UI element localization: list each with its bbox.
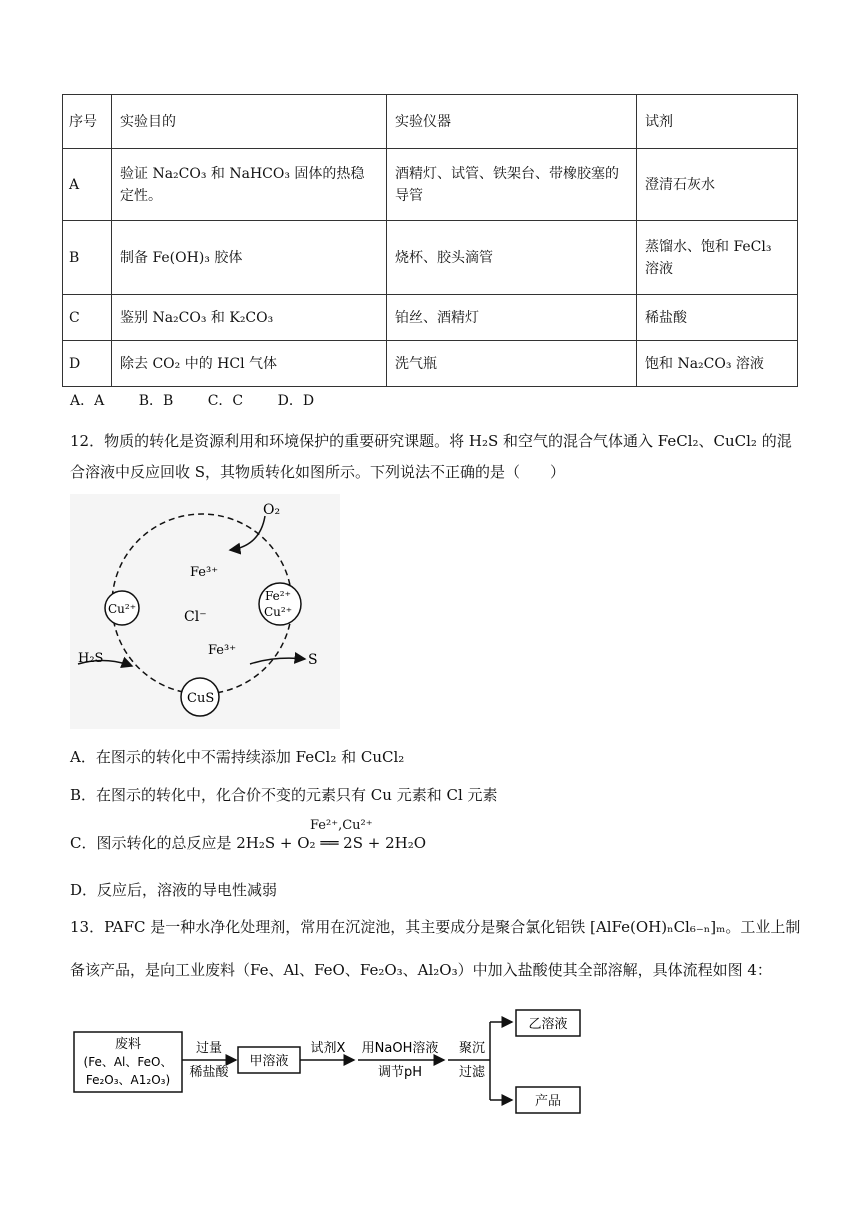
table-row — [63, 341, 798, 387]
cus-label: CuS — [187, 691, 215, 706]
row-purpose: 制备 Fe(OH)₃ 胶体 — [112, 221, 387, 295]
table-header-row — [63, 95, 798, 149]
cu2-right-label: Cu²⁺ — [264, 605, 293, 619]
fe2-label: Fe²⁺ — [265, 589, 291, 603]
experiment-table — [62, 94, 798, 387]
cl-label: Cl⁻ — [184, 609, 207, 625]
step4-bottom: 过滤 — [458, 1065, 486, 1080]
row-reagent: 蒸馏水、饱和 FeCl₃ 溶液 — [637, 221, 798, 295]
row-instruments: 酒精灯、试管、铁架台、带橡胶塞的导管 — [387, 149, 637, 221]
q12-option-c: C．图示转化的总反应是 2H₂S + O₂ ══ 2S + 2H₂O — [70, 834, 427, 852]
row-purpose: 验证 Na₂CO₃ 和 NaHCO₃ 固体的热稳定性。 — [112, 149, 387, 221]
sulfur-recovery-cycle-diagram — [70, 494, 340, 729]
row-purpose: 除去 CO₂ 中的 HCl 气体 — [112, 341, 387, 387]
option-b: B．B — [138, 393, 174, 409]
q12-stem-line2: 合溶液中反应回收 S，其物质转化如图所示。下列说法不正确的是（ ） — [70, 463, 566, 481]
fe3-top-label: Fe³⁺ — [190, 565, 219, 580]
step3-bottom: 调节pH — [377, 1065, 423, 1080]
row-reagent: 稀盐酸 — [637, 295, 798, 341]
fe3-bottom-label: Fe³⁺ — [208, 643, 237, 658]
table-row — [63, 149, 798, 221]
waste-line1: (Fe、Al、FeO、 — [83, 1055, 173, 1069]
waste-line2: Fe₂O₃、A1₂O₃) — [85, 1073, 171, 1087]
cu2-label: Cu²⁺ — [108, 602, 137, 616]
header-instruments: 实验仪器 — [387, 95, 637, 149]
q12-option-a: A．在图示的转化中不需持续添加 FeCl₂ 和 CuCl₂ — [70, 748, 405, 766]
option-d: D．D — [277, 393, 315, 409]
row-instruments: 洗气瓶 — [387, 341, 637, 387]
q12-option-b: B．在图示的转化中，化合价不变的元素只有 Cu 元素和 Cl 元素 — [70, 786, 498, 804]
q11-options — [70, 390, 344, 412]
row-seq: D — [63, 341, 112, 387]
catalyst-label: Fe²⁺,Cu²⁺ — [310, 818, 373, 833]
header-seq: 序号 — [63, 95, 112, 149]
row-instruments: 铂丝、酒精灯 — [387, 295, 637, 341]
table-row — [63, 221, 798, 295]
solution-a-label: 甲溶液 — [249, 1054, 289, 1069]
header-reagent: 试剂 — [637, 95, 798, 149]
row-reagent: 澄清石灰水 — [637, 149, 798, 221]
waste-title: 废料 — [114, 1037, 142, 1052]
option-c: C．C — [207, 393, 244, 409]
option-a: A．A — [70, 393, 105, 409]
q13-stem-line2: 备该产品，是向工业废料（Fe、Al、FeO、Fe₂O₃、Al₂O₃）中加入盐酸使其全部溶解，具体流程如图 4： — [70, 961, 772, 979]
row-purpose: 鉴别 Na₂CO₃ 和 K₂CO₃ — [112, 295, 387, 341]
row-instruments: 烧杯、胶头滴管 — [387, 221, 637, 295]
q12-option-d: D．反应后，溶液的导电性减弱 — [70, 881, 278, 899]
product-label: 产品 — [534, 1094, 562, 1109]
step2-label: 试剂X — [310, 1041, 346, 1056]
step4-top: 聚沉 — [458, 1041, 486, 1056]
row-reagent: 饱和 Na₂CO₃ 溶液 — [637, 341, 798, 387]
row-seq: B — [63, 221, 112, 295]
step1-top: 过量 — [195, 1041, 223, 1056]
step1-bottom: 稀盐酸 — [189, 1065, 229, 1080]
h2s-label: H₂S — [78, 651, 104, 666]
s-label: S — [308, 652, 318, 668]
header-purpose: 实验目的 — [112, 95, 387, 149]
table-row — [63, 295, 798, 341]
solution-b-label: 乙溶液 — [528, 1017, 568, 1032]
pafc-process-flowchart — [70, 1000, 590, 1120]
row-seq: C — [63, 295, 112, 341]
row-seq: A — [63, 149, 112, 221]
q13-stem-line1: 13．PAFC 是一种水净化处理剂，常用在沉淀池，其主要成分是聚合氯化铝铁 [AlFe(OH)ₙCl₆₋ₙ]ₘ。工业上制 — [70, 918, 801, 936]
o2-label: O₂ — [263, 502, 281, 518]
step3-top: 用NaOH溶液 — [361, 1041, 439, 1056]
q12-stem-line1: 12．物质的转化是资源利用和环境保护的重要研究课题。将 H₂S 和空气的混合气体通入 FeCl₂、CuCl₂ 的混 — [70, 432, 792, 450]
